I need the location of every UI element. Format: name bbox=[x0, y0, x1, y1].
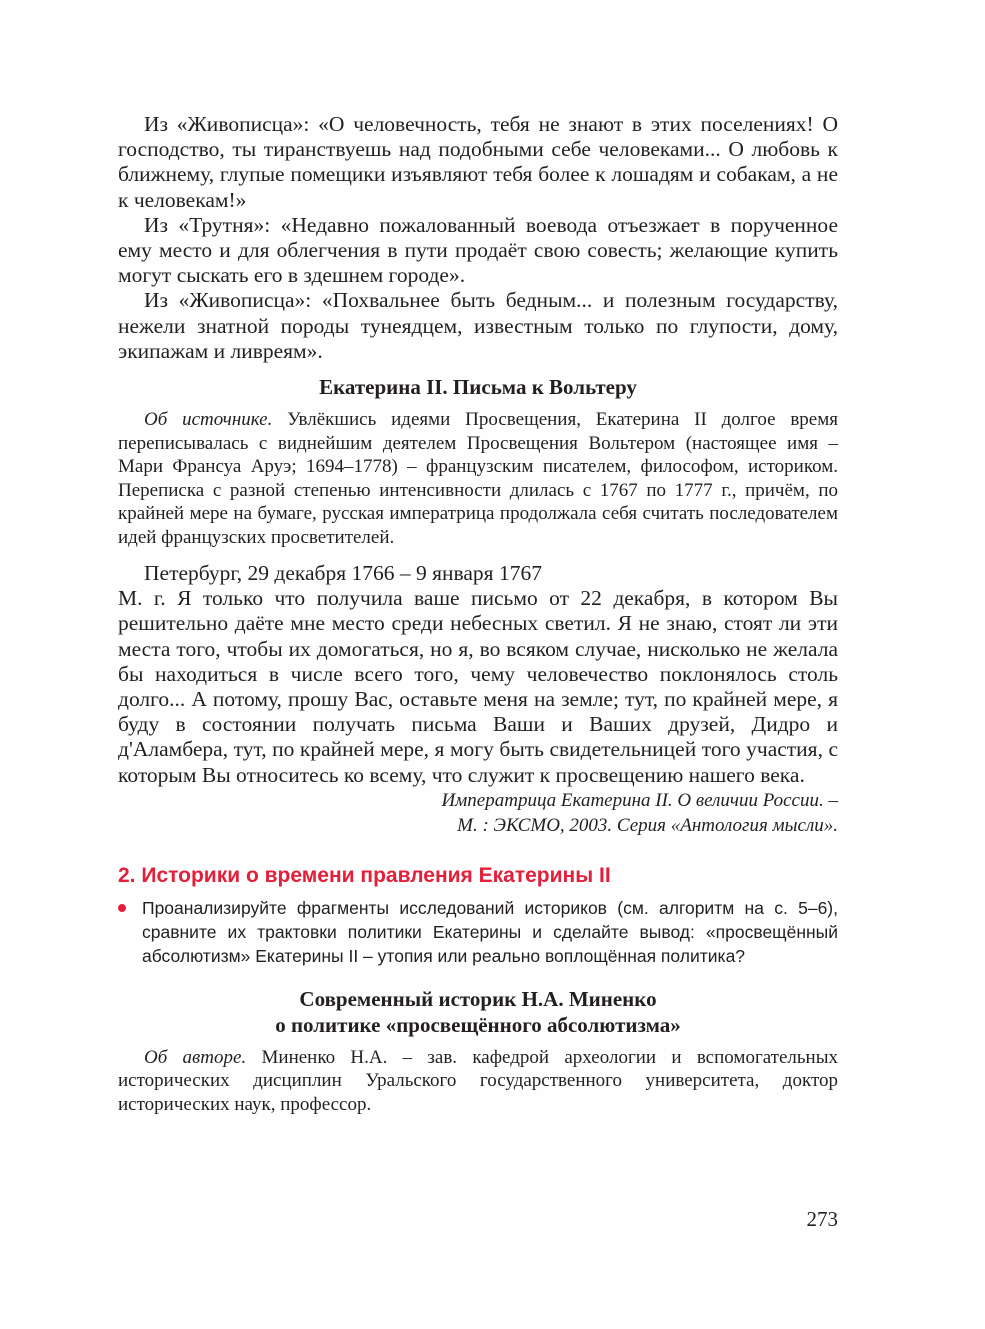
letter-date: Петербург, 29 декабря 1766 – 9 января 1767 bbox=[144, 561, 542, 586]
source2-title-line-1: Современный историк Н.А. Миненко bbox=[299, 986, 657, 1011]
section-2-title: 2. Историки о времени правления Екатерины II bbox=[118, 863, 611, 887]
source2-title-line-2: о политике «просвещённого абсолютизма» bbox=[275, 1012, 681, 1037]
source1-title: Екатерина II. Письма к Вольтеру bbox=[319, 375, 637, 400]
source1-about-text: Увлёкшись идеями Просвещения, Екатерина II долгое время переписывалась с виднейшим деятелем Просвещения Вольтером (настоящее имя – Мари Франсуа Аруэ; 1694–1778) – французским писателем, философом, историком. Переписка с разной степенью интенсивности длилась с 1767 по 1777 г., причём, по крайней мере на бумаге, русская императрица продолжала себя считать последователем идей французских просветителей. bbox=[118, 409, 839, 548]
source2-about bbox=[118, 1046, 838, 1117]
page-content bbox=[118, 112, 838, 1116]
source2-title bbox=[118, 986, 838, 1038]
bullet-icon bbox=[118, 904, 126, 912]
letter-text: М. г. Я только что получила ваше письмо от 22 декабря, в котором Вы решительно даёте мне место среди небесных светил. Я не знаю, стоят ли эти места того, чтобы их домогаться, но я, во всяком случае, нисколько не желала бы находиться в числе всего того, чему человечество поклонялось столь долго... А потому, прошу Вас, оставьте меня на земле; тут, по крайней мере, я буду в состоянии получать письма Ваши и Ваших друзей, Дидро и д'Аламбера, тут, по крайней мере, я могу быть свидетельницей того участия, с которым Вы относитесь ко всему, что служит к просвещению нашего века. bbox=[118, 586, 838, 787]
quote-truten: Из «Трутня»: «Недавно пожалованный воевода отъезжает в порученное ему место и для облегчения в пути продаёт свою совесть; желающие купить могут сыскать его в здешнем городе». bbox=[118, 212, 838, 288]
source2-about-label: Об авторе. bbox=[144, 1046, 247, 1068]
source1-about-label: Об источнике. bbox=[144, 409, 273, 431]
quote-zhivopisets-2: Из «Живописца»: «Похвальнее быть бедным... и полезным государству, нежели знатной породы тунеядцем, известным только по глупости, дому, экипажам и ливреям». bbox=[118, 288, 838, 363]
quote-zhivopisets-1: Из «Живописца»: «О человечность, тебя не знают в этих поселениях! О господство, ты тиранствуешь над подобными себе человеками... О любовь к ближнему, глупые помещики изъявляют тебя более к лошадям и собакам, а не к человекам!» bbox=[118, 112, 838, 212]
citation-line-2: М. : ЭКСМО, 2003. Серия «Антология мысли». bbox=[457, 814, 838, 836]
task-text: Проанализируйте фрагменты исследований историков (см. алгоритм на с. 5–6), сравните их трактовки политики Екатерины и сделайте вывод: «просвещённый абсолютизм» Екатерины II – утопия или реально воплощённая политика? bbox=[142, 897, 838, 966]
page-number: 273 bbox=[806, 1207, 838, 1231]
source2-about-text: Миненко Н.А. – зав. кафедрой археологии и вспомогательных исторических дисциплин Уральского государственного университета, доктор исторических наук, профессор. bbox=[118, 1046, 838, 1115]
source1-about bbox=[118, 408, 838, 549]
citation-line-1: Императрица Екатерина II. О величии России. – bbox=[441, 789, 838, 811]
task-item bbox=[118, 896, 838, 968]
